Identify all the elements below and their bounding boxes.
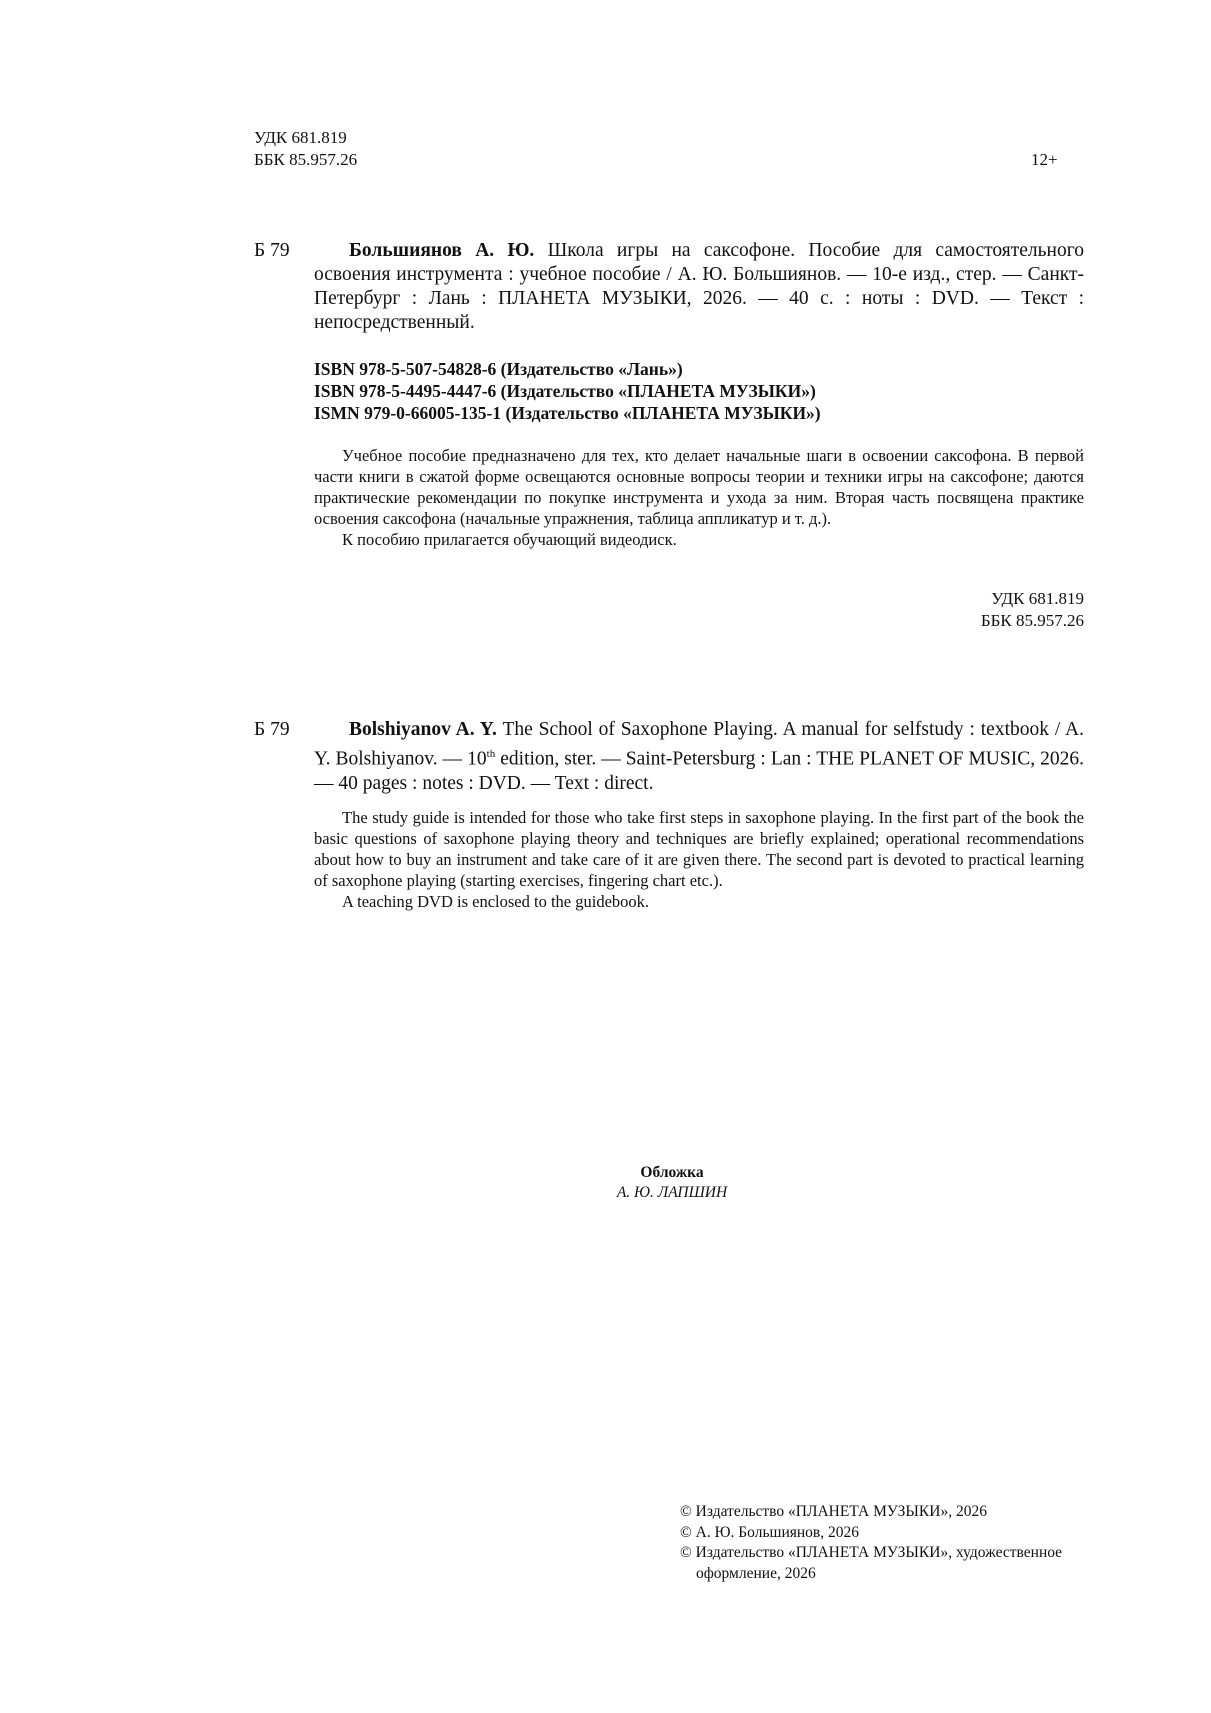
age-rating: 12+ <box>1031 150 1058 169</box>
udk-bbk-header <box>254 127 357 171</box>
en-annotation-paragraph: The study guide is intended for those who take first steps in saxophone playing. In the first part of the book the basic questions of saxophone playing theory and techniques are briefly explained; operational recommendations about how to buy an instrument and take care of it are given there. The second part is devoted to practical learning of saxophone playing (starting exercises, fingering chart etc.). <box>314 808 1084 890</box>
udk-code: УДК 681.819 <box>254 128 347 147</box>
isbn-lan: ISBN 978-5-507-54828-6 (Издательство «Лань») <box>314 359 683 379</box>
en-annotation-paragraph: A teaching DVD is enclosed to the guidebook. <box>342 892 650 911</box>
isbn-planeta: ISBN 978-5-4495-4447-6 (Издательство «ПЛАНЕТА МУЗЫКИ») <box>314 381 816 401</box>
en-entry-text-rest: edition, ster. — Saint-Petersburg : Lan : THE PLANET OF MUSIC, 2026. — 40 pages : notes : DVD. — Text : direct. <box>314 748 1084 794</box>
en-entry-text: The School of Saxophone Playing. A manual for selfstudy : textbook / A. Y. Bolshiyanov. — 10 <box>314 719 1085 770</box>
copyright-line: © А. Ю. Большиянов, 2026 <box>680 1523 859 1541</box>
cover-artist: А. Ю. ЛАПШИН <box>616 1184 728 1201</box>
en-entry-code: Б 79 <box>254 719 290 740</box>
en-entry-sup: th <box>486 748 496 760</box>
en-entry-author: Bolshiyanov A. Y. <box>349 719 497 740</box>
bbk-code-right: ББК 85.957.26 <box>980 611 1084 630</box>
ru-bibliographic-entry <box>254 239 1084 335</box>
copyright-line: © Издательство «ПЛАНЕТА МУЗЫКИ», художественное оформление, 2026 <box>680 1544 1063 1582</box>
ru-annotation-paragraph: К пособию прилагается обучающий видеодиск. <box>342 530 677 549</box>
udk-code-right: УДК 681.819 <box>991 589 1084 608</box>
en-annotation <box>314 807 1084 912</box>
ru-annotation-paragraph: Учебное пособие предназначено для тех, кто делает начальные шаги в освоении саксофона. В первой части книги в сжатой форме освещаются основные вопросы теории и техники игры на саксофоне; даются практические рекомендации по покупке инструмента и ухода за ним. Вторая часть посвящена практике освоения саксофона (начальные упражнения, таблица аппликатур и т. д.). <box>314 446 1084 528</box>
ismn-planeta: ISMN 979-0-66005-135-1 (Издательство «ПЛАНЕТА МУЗЫКИ») <box>314 403 821 423</box>
cover-credit <box>556 1163 788 1203</box>
cover-title: Обложка <box>640 1164 704 1181</box>
copyright-line: © Издательство «ПЛАНЕТА МУЗЫКИ», 2026 <box>680 1503 987 1520</box>
bbk-code: ББК 85.957.26 <box>254 150 358 169</box>
udk-bbk-right <box>900 588 1084 632</box>
ru-entry-code: Б 79 <box>254 240 290 261</box>
ru-entry-author: Большиянов А. Ю. <box>349 240 535 261</box>
en-bibliographic-entry <box>254 718 1084 796</box>
copyright-block <box>680 1502 1100 1584</box>
ru-entry-text: Школа игры на саксофоне. Пособие для самостоятельного освоения инструмента : учебное пособие / А. Ю. Большиянов. — 10-е изд., стер. — Санкт-Петербург : Лань : ПЛАНЕТА МУЗЫКИ, 2026. — 40 с. : ноты : DVD. — Текст : непосредственный. <box>314 240 1084 333</box>
isbn-block <box>314 358 821 424</box>
ru-annotation <box>314 445 1084 550</box>
